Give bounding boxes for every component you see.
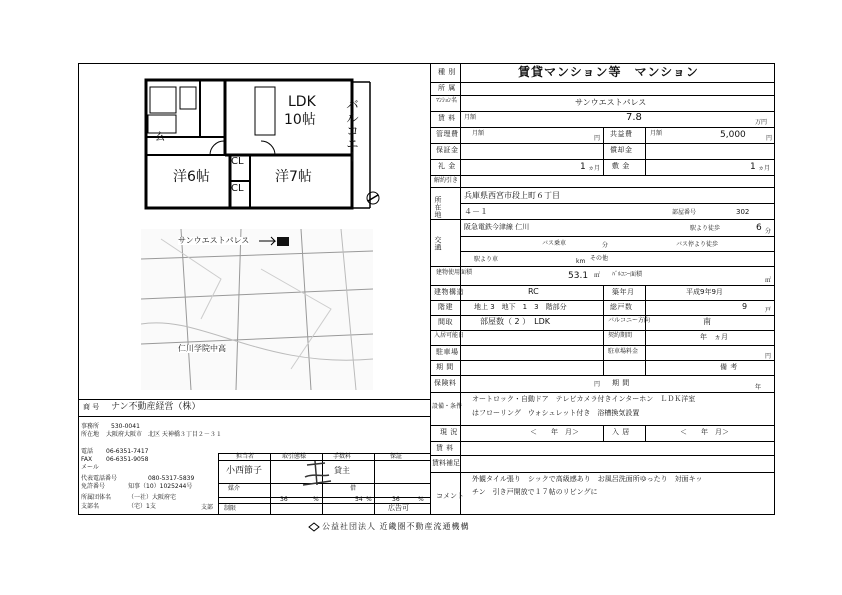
agent-name: ナン不動産経営（株） xyxy=(111,402,201,412)
kanri-unit: 円 xyxy=(594,135,601,142)
rent-label: 賃 料 xyxy=(438,114,456,122)
reikin-label: 礼 金 xyxy=(438,162,456,170)
shubetsu-label: 種 別 xyxy=(438,68,456,76)
area-unit: ㎡ xyxy=(594,272,601,279)
mid-col-build xyxy=(603,285,604,375)
shozoku-label: 所 属 xyxy=(438,84,456,92)
kanri-prefix: 月額 xyxy=(472,130,485,137)
direction-label: バルコニー方向 xyxy=(608,317,651,324)
seigen-label: 制限 xyxy=(224,505,237,512)
closet-label-1: CL xyxy=(231,156,244,167)
parking-label: 駐車場 xyxy=(436,348,459,356)
footer-org: 公益社団法人 近畿圏不動産流通機構 xyxy=(322,522,470,531)
tesuryo-label: 手数料 xyxy=(333,453,352,460)
kyoeki-label: 共益費 xyxy=(610,130,633,138)
room-7-label: 洋7帖 xyxy=(275,169,312,185)
branch-value: （宅）1支 xyxy=(128,503,156,510)
walk-value: 6 xyxy=(756,223,762,233)
balcony-area-label: ﾊﾞﾙｺﾆｰ面積 xyxy=(612,271,643,278)
walk-prefix: 駅より徒歩 xyxy=(690,225,721,232)
floors-value: 地上 3 地下 1 3 階部分 xyxy=(474,303,567,311)
fax-value: 06-6351-9058 xyxy=(106,456,149,463)
layout-value: 部屋数（ 2 ） LDK xyxy=(480,317,551,326)
branch-label: 支部名 xyxy=(81,503,100,510)
mansion-label: ﾏﾝｼｮﾝ名 xyxy=(436,97,458,104)
shikikin-unit: ヵ月 xyxy=(758,165,771,172)
transport-label: 交通 xyxy=(434,236,442,251)
row-line-9 xyxy=(460,203,775,204)
genkan-label: 玄 xyxy=(155,132,165,143)
row-line-21 xyxy=(430,392,775,393)
map-building-label: サンウエストパレス xyxy=(178,236,250,245)
torihiki-value: 貸主 xyxy=(334,466,350,475)
mansion-name: サンウエストパレス xyxy=(575,98,647,107)
assoc-label: 所属団体名 xyxy=(81,494,112,501)
direction-value: 南 xyxy=(703,317,711,326)
equipment-text-2: はフローリング ウォシュレット付き 浴槽換気設置 xyxy=(472,409,640,417)
torihiki-label: 取引態様 xyxy=(282,453,307,460)
nen-label: 年 xyxy=(755,384,762,391)
jokyo-label: 賃 料 xyxy=(436,444,454,452)
kashinushi-label: 媒介 xyxy=(228,485,241,492)
addr-label: 所在地 xyxy=(81,431,100,438)
ldk-size-label: 10帖 xyxy=(284,112,316,128)
license-label: 免許番号 xyxy=(81,483,106,490)
agent-top-line xyxy=(78,399,430,400)
structure-value: RC xyxy=(528,287,539,296)
row-line-11 xyxy=(460,236,775,237)
row-line-7 xyxy=(430,175,775,176)
rent-prefix: 月額 xyxy=(464,114,477,121)
kaiyaku-label: 解約引き xyxy=(434,177,459,184)
map-roads xyxy=(141,229,373,390)
pct-3: 54 xyxy=(355,496,363,503)
hosho-label: 保証金 xyxy=(436,146,459,154)
shikikin-value: 1 xyxy=(750,162,756,172)
kikan3-label: 期 間 xyxy=(612,379,630,387)
room-label: 部屋番号 xyxy=(672,209,697,216)
room-value: 302 xyxy=(736,208,750,216)
kikan-value: 年 ヵ月 xyxy=(700,333,728,341)
person-label: 担当者 xyxy=(236,453,255,460)
addr-value: 大阪府大阪市 北区 天神橋３丁目２－３１ xyxy=(106,431,222,438)
center-divider xyxy=(430,63,431,515)
row-line-12 xyxy=(460,251,775,252)
jokyo2-label: 賃料補足 xyxy=(432,459,460,467)
address-line-2: ４－１ xyxy=(464,207,488,216)
person-value: 小西節子 xyxy=(226,466,263,476)
tel-label: 電話 xyxy=(81,448,94,455)
area-value: 53.1 xyxy=(568,271,589,281)
reikin-unit: ヵ月 xyxy=(588,165,601,172)
address-line-1: 兵庫県西宮市段上町６丁目 xyxy=(464,191,560,200)
row-line-3 xyxy=(430,111,775,112)
agent-line-2 xyxy=(78,416,430,417)
mail-label: メール xyxy=(81,464,99,471)
units-value: 9 xyxy=(742,302,748,311)
row-line-25 xyxy=(430,472,775,473)
pct-2: % xyxy=(313,496,319,503)
agent-grid-c2 xyxy=(270,453,271,515)
kyoeki-unit: 円 xyxy=(766,135,773,142)
fax-label: FAX xyxy=(81,456,93,463)
license-value: 知事（10）1025244号 xyxy=(128,483,193,490)
floors-label: 階建 xyxy=(438,303,453,311)
area-label: 建物使用面積 xyxy=(436,269,473,276)
units-unit: 戸 xyxy=(765,307,772,314)
map-school-label: 仁川学院中高 xyxy=(178,344,226,353)
bikou-label: 備 考 xyxy=(720,363,738,371)
walk-unit: 分 xyxy=(765,228,772,235)
hosho-label: 保証 xyxy=(390,453,403,460)
comment-label: コメント xyxy=(436,492,464,500)
equipment-text-1: オートロック・自動ドア テレビカメラ付きインターホン ＬＤＫ洋室 xyxy=(472,395,696,403)
built-label: 築年月 xyxy=(612,288,635,296)
units-label: 総戸数 xyxy=(610,303,633,311)
pct-5: 36 xyxy=(392,496,400,503)
row-line-2 xyxy=(430,95,775,96)
nyukyo-label: 入 居 xyxy=(612,428,630,436)
row-line-10 xyxy=(430,219,775,220)
layout-label: 間取 xyxy=(438,318,453,326)
location-label: 所在地 xyxy=(434,196,442,219)
agent-grid-left xyxy=(218,453,219,515)
hoken-unit: 円 xyxy=(594,381,601,388)
mid-col-status-label xyxy=(645,425,646,441)
row-line-13 xyxy=(430,266,775,267)
pct-6: % xyxy=(418,496,424,503)
property-type-title: 賃貸マンション等 マンション xyxy=(518,65,699,79)
genkyo-label: 現 況 xyxy=(440,428,458,436)
pct-4: % xyxy=(366,496,372,503)
hoken-label: 保険料 xyxy=(434,379,457,387)
ekiyori-label: 駅より車 xyxy=(474,256,499,263)
equipment-label: 設備・条件 xyxy=(432,403,463,410)
shogo-label: 商 号 xyxy=(83,403,100,411)
reikin-value: 1 xyxy=(580,162,586,172)
kikan2-label: 期 間 xyxy=(436,363,454,371)
parking-unit: 円 xyxy=(765,353,772,360)
nyukyo-value: ＜ 年 月＞ xyxy=(680,428,729,436)
row-line-8 xyxy=(430,187,775,188)
post-value: 530-0041 xyxy=(111,423,140,430)
row-line-23 xyxy=(430,441,775,442)
kari-label: 借 xyxy=(350,485,357,492)
row-line-24 xyxy=(430,455,775,456)
rent-unit: 万円 xyxy=(755,119,768,126)
comment-text-2: チン 引き戸開放で１７帖のリビングに xyxy=(472,488,598,496)
assoc-value: （一社）大阪府宅 xyxy=(128,494,177,501)
mid-col-status xyxy=(603,425,604,441)
bus-unit: 分 xyxy=(602,242,609,249)
handwritten-stamp xyxy=(295,455,353,495)
built-value: 平成9年9月 xyxy=(686,288,723,296)
post-label: 事務所 xyxy=(81,423,100,430)
shikikin-label: 敷 金 xyxy=(612,162,630,170)
ldk-label: LDK xyxy=(288,94,316,110)
kyoeki-value: 5,000 xyxy=(720,130,746,140)
branch-suffix: 支部 xyxy=(201,504,214,511)
rent-value: 7.8 xyxy=(626,112,642,123)
balcony-label: バルコニー xyxy=(343,98,358,163)
structure-label: 建物構造 xyxy=(434,288,464,296)
transport-line: 阪急電鉄今津線 仁川 xyxy=(464,223,530,231)
closet-label-2: CL xyxy=(231,183,244,194)
pct-1: 36 xyxy=(280,496,288,503)
kikan-label: 契約期間 xyxy=(608,332,633,339)
agent-grid-c4 xyxy=(374,453,375,515)
comment-text-1: 外観タイル張り シックで高級感あり お風呂洗面所ゆったり 対面キッ xyxy=(472,475,703,483)
kokoku-label: 広告可 xyxy=(388,504,409,512)
mid-col-build-label xyxy=(645,285,646,375)
bus-walk: バス停より徒歩 xyxy=(676,241,719,248)
parking-fee-label: 駐車場料金 xyxy=(608,348,639,355)
tel-value: 06-6351-7417 xyxy=(106,448,149,455)
room-6-label: 洋6帖 xyxy=(173,169,210,185)
mid-col-fees xyxy=(603,127,604,175)
contact-label: 代表電話番号 xyxy=(81,475,118,482)
genkyo-value: ＜ 年 月＞ xyxy=(530,428,579,436)
kyoeki-prefix: 月額 xyxy=(650,130,663,137)
contact-value: 080-5317-5839 xyxy=(148,475,195,482)
mid-col-fees-label xyxy=(645,127,646,175)
row-line-20 xyxy=(430,375,775,376)
location-map xyxy=(141,229,373,390)
km-label: km xyxy=(576,258,586,265)
org-logo-icon xyxy=(308,522,320,532)
bus-prefix: バス乗車 xyxy=(542,240,567,247)
sonota-label: その他 xyxy=(590,255,609,262)
nyukyo-date-label: 入居可能日 xyxy=(434,332,465,339)
shokyaku-label: 償却金 xyxy=(610,146,633,154)
row-line-1 xyxy=(430,82,775,83)
balcony-area-unit: ㎡ xyxy=(765,277,772,284)
kanri-label: 管理費 xyxy=(436,130,459,138)
